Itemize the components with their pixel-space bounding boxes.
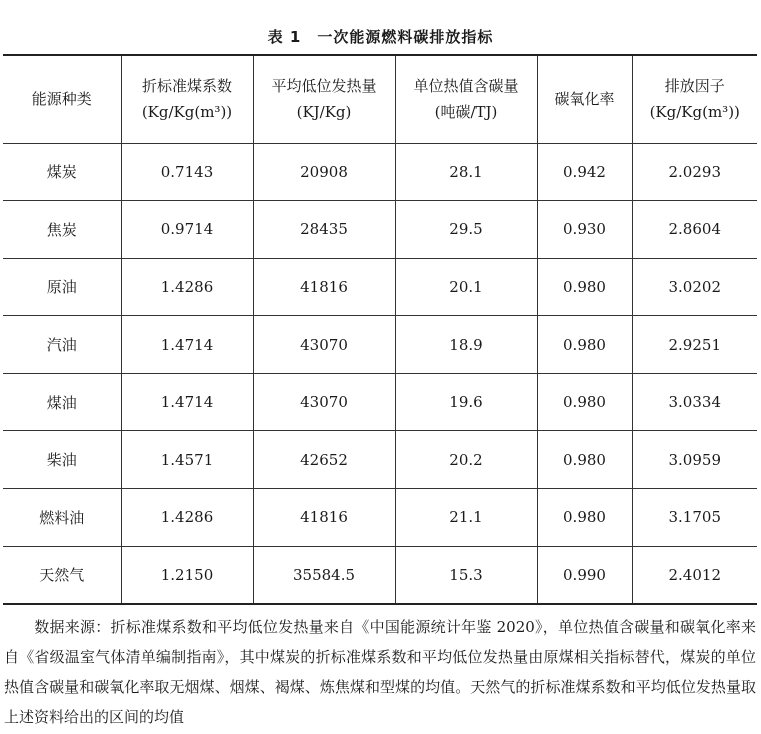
table-cell: 3.0959 bbox=[632, 431, 757, 489]
table-cell: 20908 bbox=[253, 143, 395, 201]
energy-type-cell: 汽油 bbox=[3, 316, 121, 374]
table-cell: 20.1 bbox=[395, 258, 537, 316]
header-carbon-content: 单位热值含碳量 (吨碳/TJ) bbox=[395, 55, 537, 143]
table-cell: 41816 bbox=[253, 258, 395, 316]
data-source-text: 数据来源：折标准煤系数和平均低位发热量来自《中国能源统计年鉴 2020》，单位热值含碳量和碳氧化率来自《省级温室气体清单编制指南》，其中煤炭的折标准煤系数和平均低位发热量由原煤相关指标替代，煤炭的单位热值含碳量和碳氧化率取无烟煤、烟煤、褐煤、炼焦煤和型煤的均值。天然气的折标准煤系数和平均低位发热量取上述资料给出的区间的均值 bbox=[4, 618, 756, 726]
table-cell: 0.980 bbox=[537, 373, 632, 431]
table-header-row bbox=[3, 55, 757, 143]
header-net-calorific-value: 平均低位发热量 (KJ/Kg) bbox=[253, 55, 395, 143]
table-cell: 3.0202 bbox=[632, 258, 757, 316]
table-cell: 0.980 bbox=[537, 489, 632, 547]
table-cell: 18.9 bbox=[395, 316, 537, 374]
table-cell: 29.5 bbox=[395, 201, 537, 259]
table-caption: 表 1 一次能源燃料碳排放指标 bbox=[267, 28, 494, 46]
energy-type-cell: 焦炭 bbox=[3, 201, 121, 259]
table-cell: 35584.5 bbox=[253, 546, 395, 604]
table-cell: 41816 bbox=[253, 489, 395, 547]
table-cell: 1.4286 bbox=[121, 258, 253, 316]
table-cell: 0.980 bbox=[537, 431, 632, 489]
table-row bbox=[3, 143, 757, 201]
table-cell: 0.990 bbox=[537, 546, 632, 604]
table-cell: 1.4571 bbox=[121, 431, 253, 489]
table-cell: 21.1 bbox=[395, 489, 537, 547]
table-cell: 2.0293 bbox=[632, 143, 757, 201]
emission-indicator-table bbox=[3, 54, 757, 605]
table-cell: 2.9251 bbox=[632, 316, 757, 374]
energy-type-cell: 煤炭 bbox=[3, 143, 121, 201]
table-row bbox=[3, 431, 757, 489]
table-row bbox=[3, 258, 757, 316]
table-row bbox=[3, 201, 757, 259]
energy-type-cell: 燃料油 bbox=[3, 489, 121, 547]
header-emission-factor: 排放因子 (Kg/Kg(m³)) bbox=[632, 55, 757, 143]
table-cell: 19.6 bbox=[395, 373, 537, 431]
table-row bbox=[3, 546, 757, 604]
table-cell: 1.4286 bbox=[121, 489, 253, 547]
table-cell: 28435 bbox=[253, 201, 395, 259]
table-cell: 0.7143 bbox=[121, 143, 253, 201]
table-cell: 15.3 bbox=[395, 546, 537, 604]
table-cell: 0.980 bbox=[537, 258, 632, 316]
header-oxidation-rate: 碳氧化率 bbox=[537, 55, 632, 143]
table-cell: 28.1 bbox=[395, 143, 537, 201]
table-cell: 1.2150 bbox=[121, 546, 253, 604]
table-cell: 42652 bbox=[253, 431, 395, 489]
table-row bbox=[3, 489, 757, 547]
table-cell: 20.2 bbox=[395, 431, 537, 489]
energy-type-cell: 煤油 bbox=[3, 373, 121, 431]
table-row bbox=[3, 373, 757, 431]
table-cell: 2.4012 bbox=[632, 546, 757, 604]
table-cell: 43070 bbox=[253, 373, 395, 431]
header-energy-type: 能源种类 bbox=[3, 55, 121, 143]
table-cell: 0.9714 bbox=[121, 201, 253, 259]
table-cell: 0.930 bbox=[537, 201, 632, 259]
table-cell: 43070 bbox=[253, 316, 395, 374]
table-cell: 1.4714 bbox=[121, 373, 253, 431]
table-cell: 3.0334 bbox=[632, 373, 757, 431]
table-cell: 0.980 bbox=[537, 316, 632, 374]
energy-type-cell: 柴油 bbox=[3, 431, 121, 489]
table-cell: 1.4714 bbox=[121, 316, 253, 374]
energy-type-cell: 原油 bbox=[3, 258, 121, 316]
data-source-note bbox=[4, 612, 756, 732]
table-cell: 2.8604 bbox=[632, 201, 757, 259]
table-row bbox=[3, 316, 757, 374]
table-cell: 0.942 bbox=[537, 143, 632, 201]
header-coal-conversion-factor: 折标准煤系数 (Kg/Kg(m³)) bbox=[121, 55, 253, 143]
table-cell: 3.1705 bbox=[632, 489, 757, 547]
energy-type-cell: 天然气 bbox=[3, 546, 121, 604]
